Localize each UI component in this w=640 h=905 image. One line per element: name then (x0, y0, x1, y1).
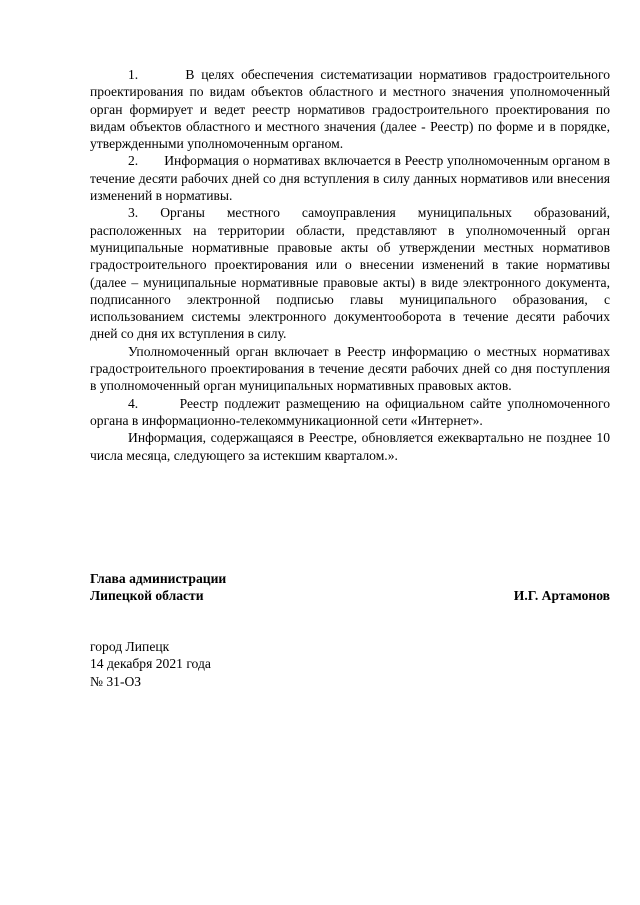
signature-row (90, 587, 610, 604)
signature-title-line1: Глава администрации (90, 571, 227, 586)
paragraph-2: 2. Информация о нормативах включается в Реестр уполномоченным органом в течение десяти рабочих дней со дня вступления в силу данных нормативов или внесения изменений в нормативы. (90, 153, 610, 204)
signature-title-line2: Липецкой области (90, 588, 204, 604)
paragraph-4-continuation: Информация, содержащаяся в Реестре, обновляется ежеквартально не позднее 10 числа месяца, следующего за истекшим кварталом.». (90, 430, 610, 463)
footer-city: город Липецк (90, 639, 170, 654)
paragraph-3-continuation: Уполномоченный орган включает в Реестр информацию о местных нормативах градостроительного проектирования в течение десяти рабочих дней со дня поступления в уполномоченный орган муниципальных нормативных правовых актов. (90, 343, 610, 394)
signature-block (90, 570, 610, 605)
paragraph-3: 3. Органы местного самоуправления муниципальных образований, расположенных на территории области, представляют в уполномоченный орган муниципальные нормативные правовые акты об утверждении местных нормативов градостроительного проектирования или о внесении изменений в такие нормативы (далее – муниципальные нормативные правовые акты) в виде электронного документа, подписанного электронной подписью главы муниципального образования, с использованием системы электронного документооборота в течение десяти рабочих дней со дня их вступления в силу. (90, 205, 610, 342)
document-body (90, 66, 610, 464)
footer-number: № 31-ОЗ (90, 673, 142, 689)
signatory-name: И.Г. Артамонов (513, 588, 610, 604)
paragraph-1: 1. В целях обеспечения систематизации нормативов градостроительного проектирования по видам объектов областного и местного значения уполномоченный орган формирует и ведет реестр нормативов градостроительного проектирования по видам объектов областного и местного значения (далее - Реестр) по форме и в порядке, утвержденными уполномоченным органом. (90, 67, 610, 152)
footer-date: 14 декабря 2021 года (90, 656, 211, 672)
document-footer (90, 638, 211, 690)
paragraph-4: 4. Реестр подлежит размещению на официальном сайте уполномоченного органа в информационно-телекоммуникационной сети «Интернет». (90, 395, 610, 428)
